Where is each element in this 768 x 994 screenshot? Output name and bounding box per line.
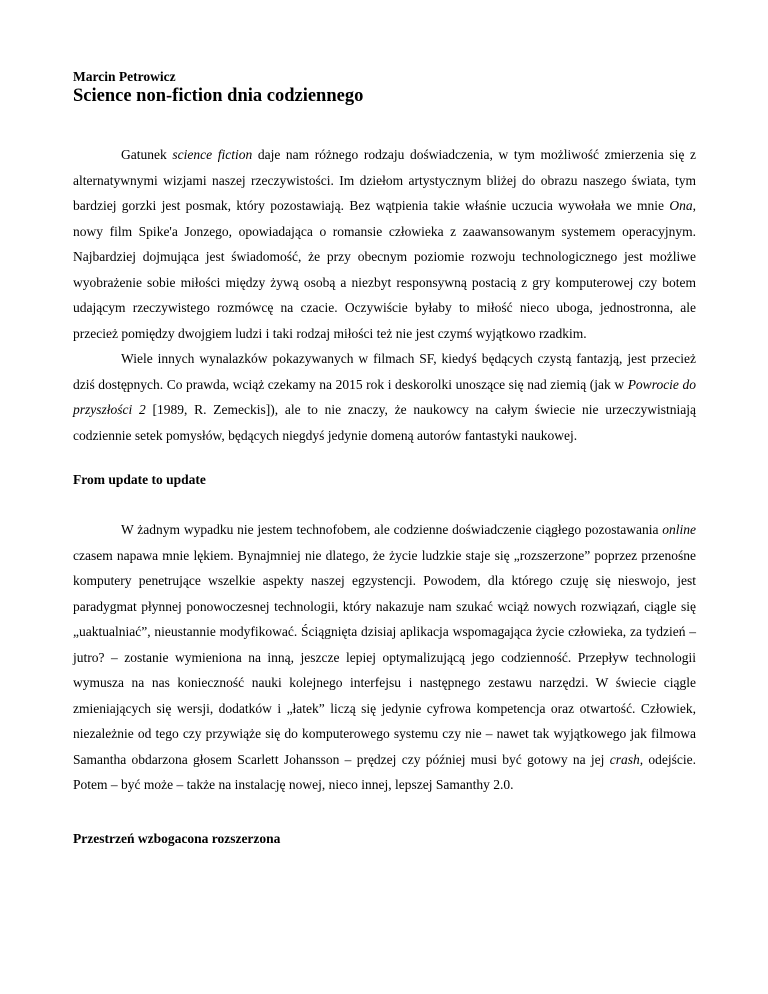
section1-paragraph: W żadnym wypadku nie jestem technofobem, ale codzienne doświadczenie ciągłego pozostawania online czasem napawa mnie lękiem. Bynajmniej nie dlatego, że życie ludzkie staje się „rozszerzone” poprzez przenośne komputery penetrujące wszelkie aspekty naszej egzystencji. Powodem, dla którego czuję się nieswojo, jest paradygmat płynnej ponowoczesnej technologii, który nakazuje nam szukać wciąż nowych rozwiązań, ciągle się „uaktualniać”, nieustannie modyfikować. Ściągnięta dzisiaj aplikacja wspomagająca życie człowieka, za tydzień – jutro? – zostanie wymieniona na inną, jeszcze lepiej optymalizującą jego codzienność. Przepływ technologii wymusza na nas konieczność nauki kolejnego interfejsu i następnego zestawu narzędzi. W świecie ciągle zmieniających się wersji, dodatków i „łatek” liczą się jedynie cyfrowa kompetencja oraz otwartość. Człowiek, niezależnie od tego czy przywiąże się do komputerowego systemu czy nie – nawet tak wyjątkowego jak filmowa Samantha obdarzona głosem Scarlett Johansson – prędzej czy później musi być gotowy na jej crash, odejście. Potem – być może – także na instalację nowej, nieco innej, lepszej Samanthy 2.0.	[73, 522, 696, 792]
intro-paragraph-1: Gatunek science fiction daje nam różnego rodzaju doświadczenia, w tym możliwość zmierzenia się z alternatywnymi wizjami naszej rzeczywistości. Im dziełom artystycznym bliżej do obrazu naszego świata, tym bardziej gorzki jest posmak, który pozostawiają. Bez wątpienia takie właśnie uczucia wywołała we mnie Ona, nowy film Spike'a Jonzego, opowiadająca o romansie człowieka z zaawansowanym systemem operacyjnym. Najbardziej dojmująca jest świadomość, że przy obecnym poziomie rozwoju technologicznego jest możliwe wyobrażenie sobie miłości między żywą osobą a niezbyt responsywną postacią z gry komputerowej czy botem udającym rzeczywistego rozmówcę na czacie. Oczywiście byłaby to miłość nieco uboga, jednostronna, ale przecież pomiędzy dwojgiem ludzi i taki rodzaj miłości też nie jest czymś wyjątkowo rzadkim.	[73, 147, 697, 341]
document-page	[73, 69, 696, 847]
intro-paragraph-2: Wiele innych wynalazków pokazywanych w filmach SF, kiedyś będących czystą fantazją, jest przecież dziś dostępnych. Co prawda, wciąż czekamy na 2015 rok i deskorolki unoszące się nad ziemią (jak w Powrocie do przyszłości 2 [1989, R. Zemeckis]), ale to nie znaczy, że naukowcy na całym świecie nie urzeczywistniają codziennie setek pomysłów, będących niegdyś jedynie domeną autorów fantastyki naukowej.	[73, 351, 696, 443]
section-heading-space: Przestrzeń wzbogacona rozszerzona	[73, 830, 281, 846]
section-heading-update: From update to update	[73, 472, 206, 487]
author-name: Marcin Petrowicz	[73, 69, 176, 84]
article-title: Science non-fiction dnia codziennego	[73, 86, 364, 106]
